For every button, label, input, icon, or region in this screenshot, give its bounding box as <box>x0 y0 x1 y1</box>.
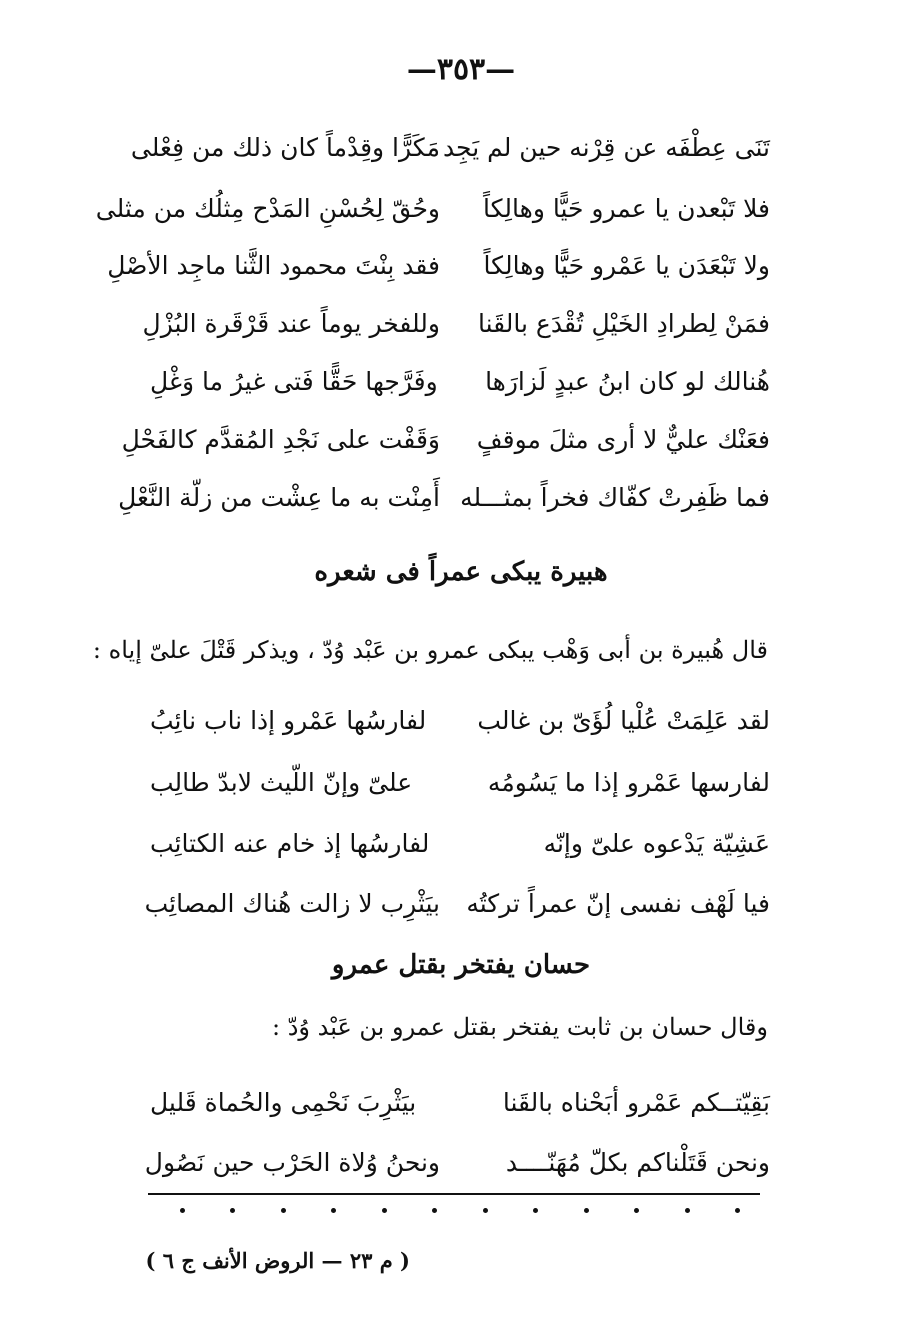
first-hemistich: لقد عَلِمَتْ عُلْيا لُؤَىّ بن غالب <box>477 705 770 735</box>
first-hemistich: ولا تَبْعَدَن يا عَمْرو حَيًّا وهالِكاً <box>483 250 770 280</box>
intro-paragraph: قال هُبيرة بن أبى وَهْب يبكى عمرو بن عَبْد وُدّ ، ويذكر قَتْلَ علىّ إياه : <box>92 636 768 664</box>
footer-rule <box>148 1193 760 1195</box>
intro-paragraph: وقال حسان بن ثابت يفتخر بقتل عمرو بن عَبْد وُدّ : <box>271 1013 768 1041</box>
first-hemistich: ونحن قَتَلْناكم بكلّ مُهَنّــــد <box>505 1147 770 1177</box>
verse-line <box>130 122 770 172</box>
second-hemistich: وللفخر يوماً عند قَرْقَرة البُزْلِ <box>142 308 440 338</box>
verse-line <box>118 472 770 522</box>
dot <box>382 1208 387 1213</box>
first-hemistich: بَقِيّتــكم عَمْرو أبَحْناه بالقَنا <box>502 1087 770 1117</box>
verse-line <box>107 240 770 290</box>
section-heading: هبيرة يبكى عمراً فى شعره <box>314 557 608 587</box>
second-hemistich: علىّ وإنّ اللّيث لابدّ طالِب <box>150 767 413 797</box>
second-hemistich: مَكَرًّا وقِدْماً كان ذلك من فِعْلى <box>130 132 440 162</box>
second-hemistich: بيَثْرِبَ نَحْمِى والحُماة قَليل <box>150 1087 417 1117</box>
first-hemistich: لفارسها عَمْرو إذا ما يَسُومُه <box>487 767 770 797</box>
page-number: —٣٥٣— <box>406 52 516 87</box>
dot <box>281 1208 286 1213</box>
footer-dot-row <box>180 1208 740 1213</box>
verse-line <box>142 298 770 348</box>
verse-line <box>150 695 770 745</box>
dot <box>331 1208 336 1213</box>
first-hemistich: تَنَى عِطْفَه عن قِرْنه حين لم يَجِد <box>442 132 770 162</box>
dot <box>533 1208 538 1213</box>
second-hemistich: وَقَفْت على نَجْدِ المُقدَّم كالفَحْلِ <box>121 424 440 454</box>
dot <box>685 1208 690 1213</box>
verse-line <box>150 818 770 868</box>
second-hemistich: أَمِنْت به ما عِشْت من زلّة النَّعْلِ <box>118 482 440 512</box>
second-hemistich: وحُقّ لِحُسْنِ المَدْح مِثلُك من مثلى <box>95 193 440 223</box>
dot <box>634 1208 639 1213</box>
dot <box>584 1208 589 1213</box>
dot <box>230 1208 235 1213</box>
first-hemistich: فمَنْ لِطرادِ الخَيْلِ تُقْدَع بالقَنا <box>477 308 770 338</box>
second-hemistich: بيَثْرِب لا زالت هُناك المصائِب <box>144 888 440 918</box>
verse-line <box>150 1077 770 1127</box>
verse-line <box>144 878 770 928</box>
verse-line <box>144 1137 770 1187</box>
first-hemistich: فما ظَفِرتْ كفّاك فخراً بمثـــله <box>460 482 770 512</box>
first-hemistich: عَشِيّة يَدْعوه علىّ وإنّه <box>543 828 770 858</box>
second-hemistich: لفارسُها إذ خام عنه الكتائِب <box>150 828 430 858</box>
verse-line <box>121 414 770 464</box>
dot <box>180 1208 185 1213</box>
first-hemistich: هُنالك لو كان ابنُ عبدٍ لَزارَها <box>485 366 770 396</box>
verse-line <box>150 757 770 807</box>
dot <box>432 1208 437 1213</box>
verse-line <box>150 356 770 406</box>
second-hemistich: فقد بِنْتَ محمود الثَّنا ماجِد الأصْلِ <box>107 250 440 280</box>
first-hemistich: فعَنْك عليٌّ لا أرى مثلَ موقفٍ <box>476 424 770 454</box>
signature-footer: ( م ٢٣ — الروض الأنف ج ٦ ) <box>145 1248 410 1273</box>
second-hemistich: لفارسُها عَمْرو إذا ناب نائِبُ <box>150 705 427 735</box>
section-heading: حسان يفتخر بقتل عمرو <box>331 950 591 980</box>
first-hemistich: فلا تَبْعدن يا عمرو حَيًّا وهالِكاً <box>483 193 770 223</box>
second-hemistich: ونحنُ وُلاة الحَرْب حين نَصُول <box>144 1147 440 1177</box>
verse-line <box>95 183 770 233</box>
dot <box>483 1208 488 1213</box>
first-hemistich: فيا لَهْف نفسى إنّ عمراً تركتُه <box>466 888 770 918</box>
second-hemistich: وفَرَّجها حَقًّا فَتى غيرُ ما وَغْلِ <box>150 366 438 396</box>
dot <box>735 1208 740 1213</box>
